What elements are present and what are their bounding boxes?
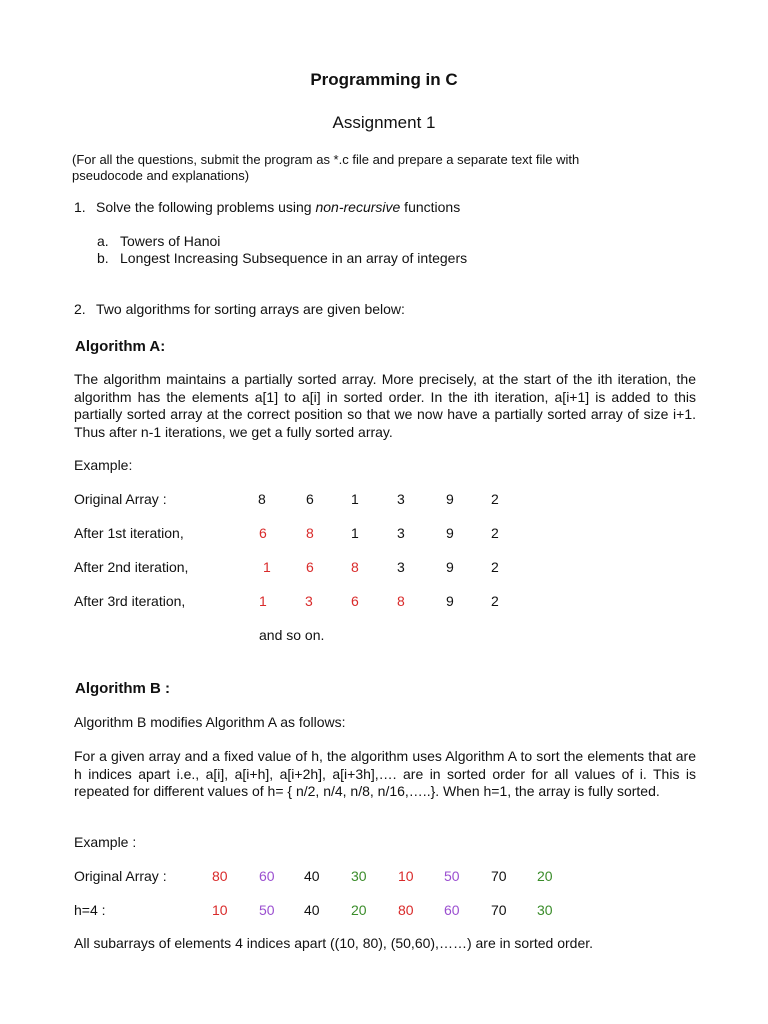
array-cell: 3	[397, 525, 405, 541]
array-cell: 6	[259, 525, 267, 541]
array-cell: 9	[446, 491, 454, 507]
array-cell: 80	[398, 902, 414, 918]
array-cell: 2	[491, 525, 499, 541]
array-cell: 3	[397, 559, 405, 575]
array-cell: 60	[444, 902, 460, 918]
array-cell: 10	[398, 868, 414, 884]
q2-number: 2.	[74, 301, 86, 317]
q1-item-a-marker: a.	[97, 233, 109, 249]
array-cell: 6	[306, 491, 314, 507]
algorithm-b-paragraph: For a given array and a fixed value of h, the algorithm uses Algorithm A to sort the elements that are h indices apart i.e., a[i], a[i+h], a[i+2h], a[i+3h],…. are in sorted order for all values of i. This is repeated for different values of h= { n/2, n/4, n/8, n/16,…..}. When h=1, the array is fully sorted.	[74, 748, 696, 799]
array-cell: 70	[491, 868, 507, 884]
array-cell: 70	[491, 902, 507, 918]
array-cell: 30	[351, 868, 367, 884]
row-label: h=4 :	[74, 902, 106, 918]
array-cell: 2	[491, 593, 499, 609]
algorithm-b-example-label: Example :	[74, 834, 137, 850]
array-cell: 1	[263, 559, 271, 575]
array-cell: 9	[446, 593, 454, 609]
array-cell: 3	[397, 491, 405, 507]
q1-text	[96, 199, 460, 215]
row-label: Original Array :	[74, 491, 167, 507]
array-cell: 1	[351, 525, 359, 541]
row-label: After 2nd iteration,	[74, 559, 189, 575]
algorithm-b-heading: Algorithm B :	[75, 680, 170, 697]
algorithm-a-paragraph: The algorithm maintains a partially sorted array. More precisely, at the start of the ith iteration, the algorithm has the elements a[1] to a[i] in sorted order. In the ith iteration, a[i+1] is added to this partially sorted array at the correct position so that we now have a partially sorted array of size i+1. Thus after n-1 iterations, we get a fully sorted array.	[74, 371, 696, 440]
array-cell: 8	[306, 525, 314, 541]
array-cell: 1	[351, 491, 359, 507]
array-cell: 40	[304, 902, 320, 918]
array-cell: 20	[537, 868, 553, 884]
row-label: Original Array :	[74, 868, 167, 884]
array-cell: 1	[259, 593, 267, 609]
array-cell: 2	[491, 491, 499, 507]
array-cell: 6	[306, 559, 314, 575]
array-cell: 9	[446, 525, 454, 541]
array-cell: 8	[258, 491, 266, 507]
and-so-on: and so on.	[259, 627, 325, 643]
q1-text-italic: non-recursive	[315, 199, 401, 215]
algorithm-a-heading: Algorithm A:	[75, 338, 166, 355]
array-cell: 80	[212, 868, 228, 884]
array-cell: 50	[259, 902, 275, 918]
array-cell: 60	[259, 868, 275, 884]
array-cell: 9	[446, 559, 454, 575]
row-label: After 1st iteration,	[74, 525, 184, 541]
q1-number: 1.	[74, 199, 86, 215]
q1-text-after: functions	[400, 199, 461, 215]
array-cell: 20	[351, 902, 367, 918]
array-cell: 50	[444, 868, 460, 884]
q1-item-b-marker: b.	[97, 250, 109, 266]
intro-line-2: pseudocode and explanations)	[72, 168, 250, 183]
algorithm-b-closing: All subarrays of elements 4 indices apart ((10, 80), (50,60),……) are in sorted order.	[74, 935, 594, 951]
assignment-subtitle: Assignment 1	[332, 113, 436, 132]
algorithm-b-intro: Algorithm B modifies Algorithm A as follows:	[74, 714, 346, 730]
q1-text-before: Solve the following problems using	[96, 199, 316, 215]
q2-text: Two algorithms for sorting arrays are given below:	[96, 301, 405, 317]
q1-item-b-text: Longest Increasing Subsequence in an array of integers	[120, 250, 468, 266]
array-cell: 3	[305, 593, 313, 609]
array-cell: 6	[351, 593, 359, 609]
q1-item-a-text: Towers of Hanoi	[120, 233, 221, 249]
array-cell: 30	[537, 902, 553, 918]
algorithm-a-example-label: Example:	[74, 457, 133, 473]
page-title: Programming in C	[310, 70, 458, 89]
row-label: After 3rd iteration,	[74, 593, 186, 609]
array-cell: 2	[491, 559, 499, 575]
array-cell: 8	[351, 559, 359, 575]
array-cell: 40	[304, 868, 320, 884]
intro-line-1: (For all the questions, submit the program as *.c file and prepare a separate text file with	[72, 152, 580, 167]
array-cell: 8	[397, 593, 405, 609]
array-cell: 10	[212, 902, 228, 918]
